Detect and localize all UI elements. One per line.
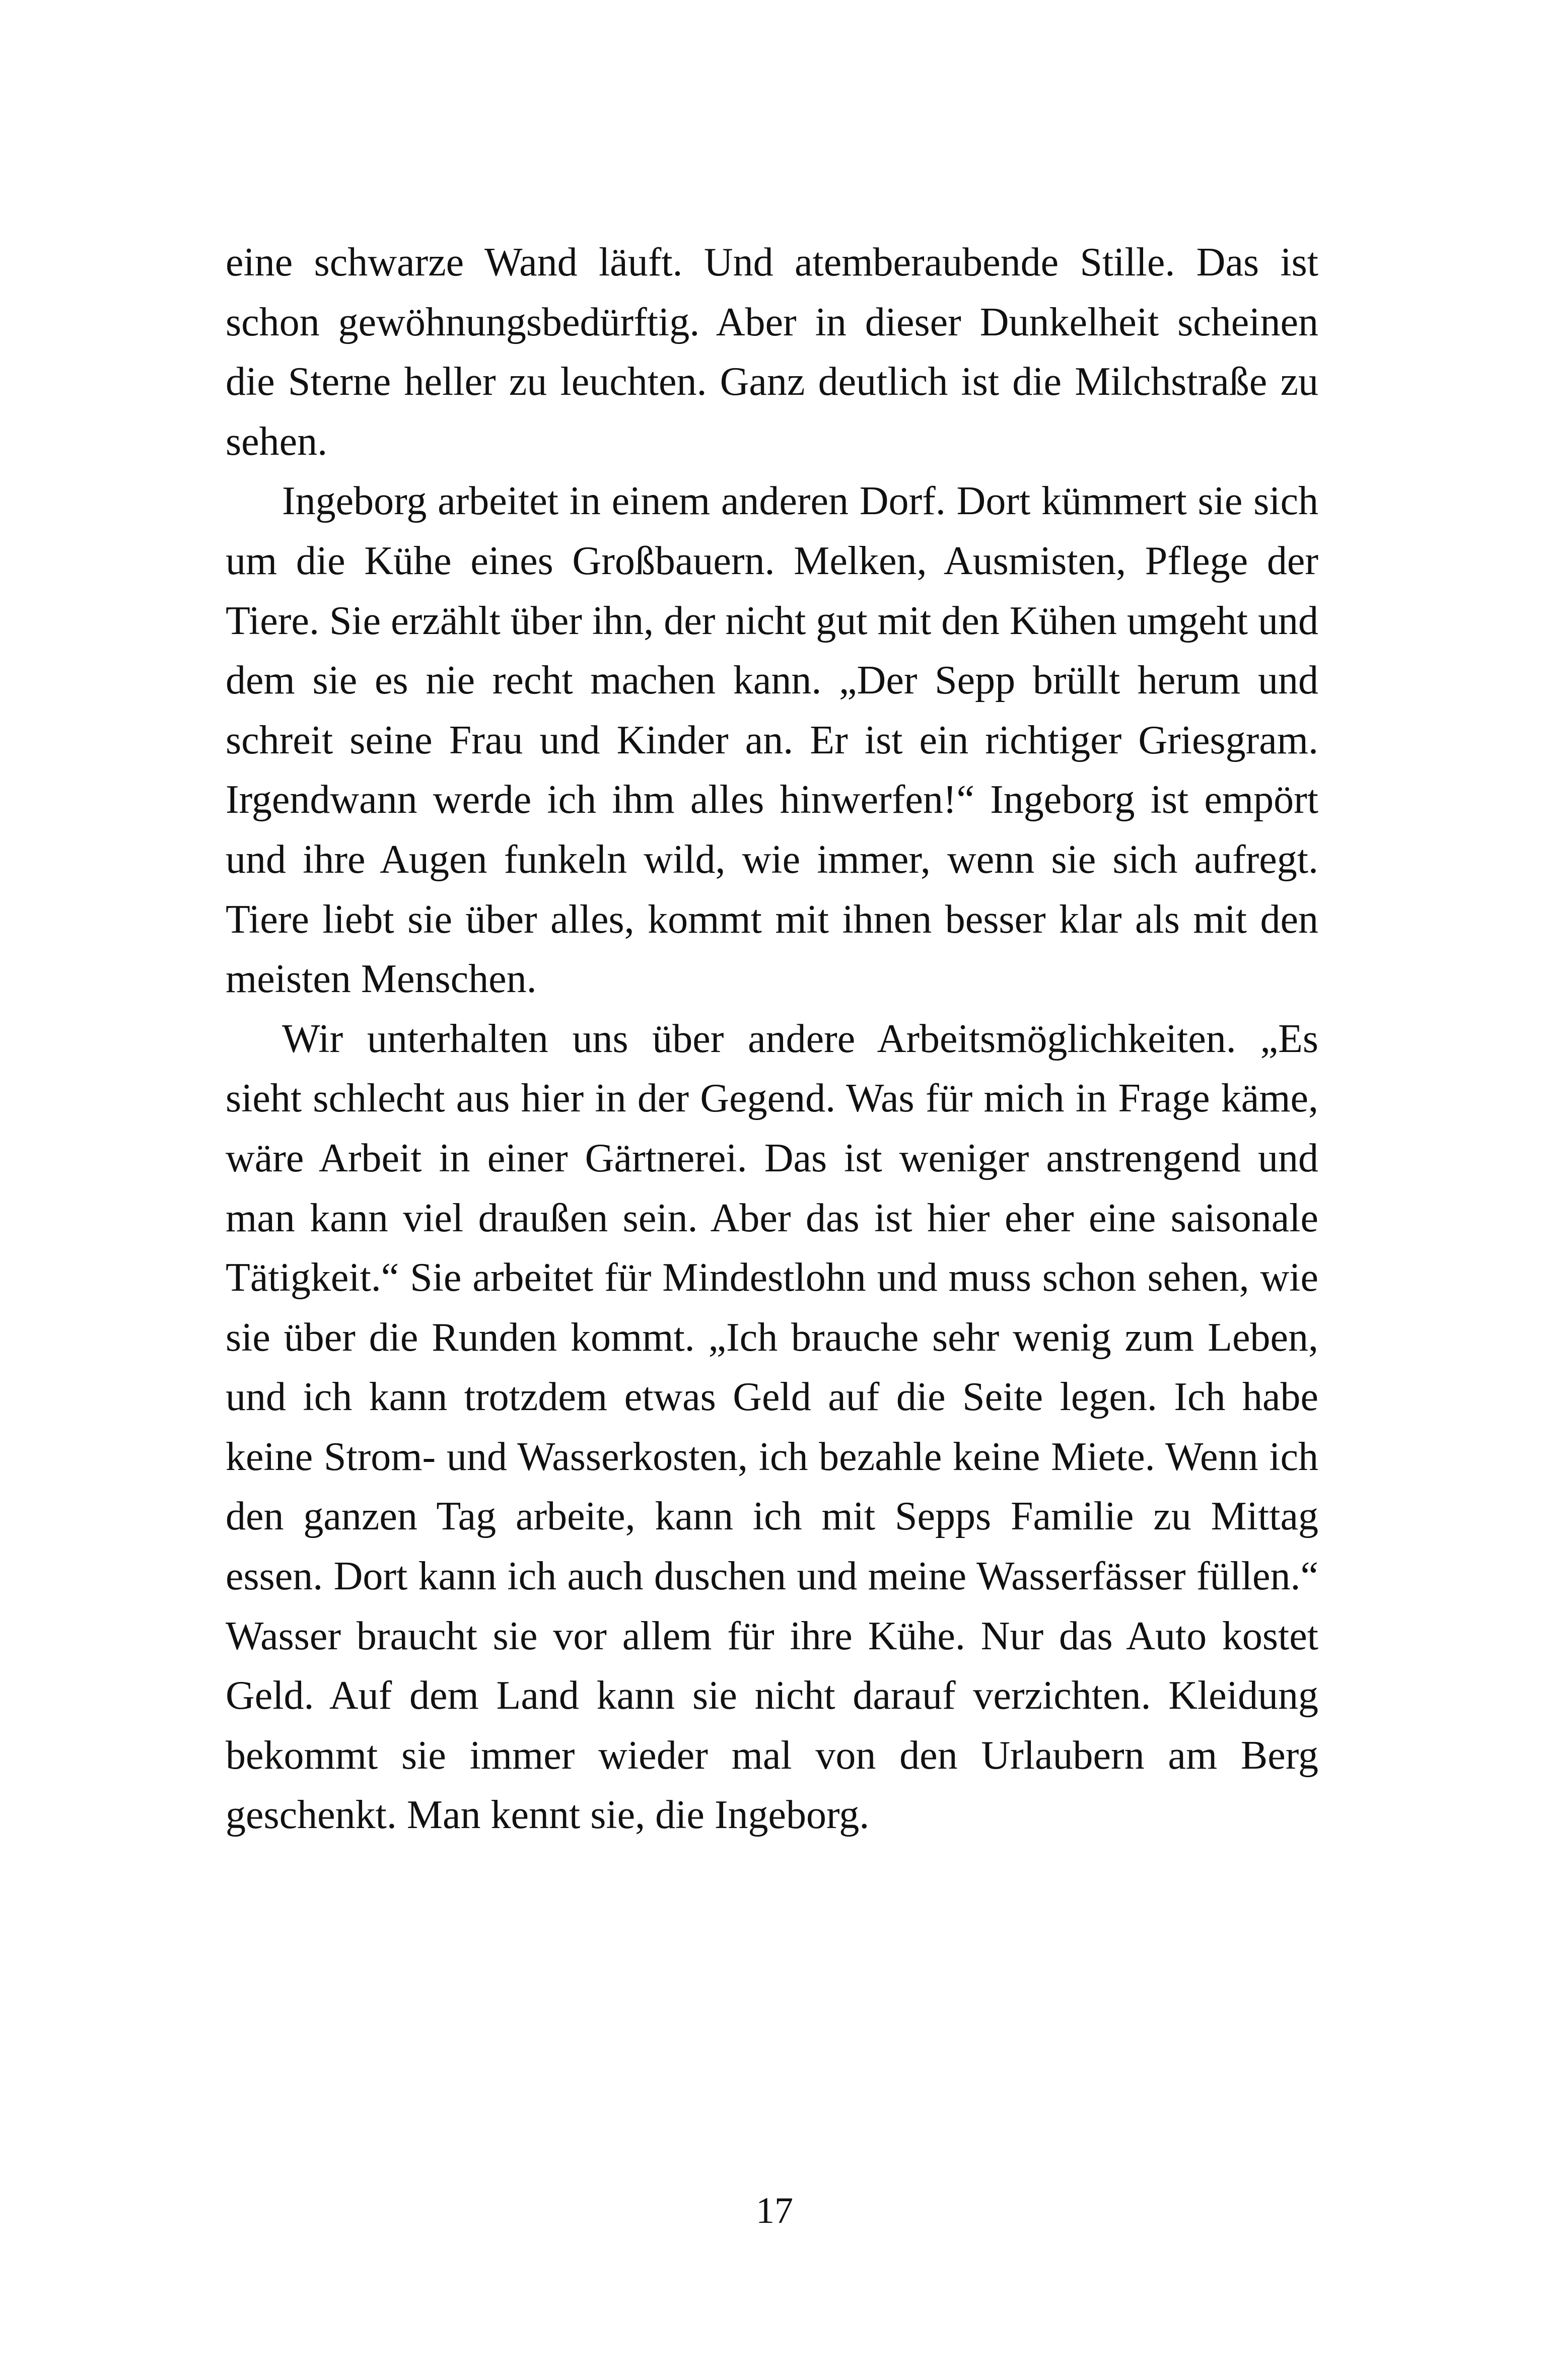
page-number: 17 xyxy=(756,2190,793,2231)
paragraph-job-options: Wir unterhalten uns über andere Arbeitsmöglichkeiten. „Es sieht schlecht aus hier in der Gegend. Was für mich in Frage käme, wäre Arbeit in einer Gärtnerei. Das ist weniger anstrengend und man kann viel draußen sein. Aber das ist hier eher eine saisonale Tätigkeit.“ Sie arbeitet für Mindestlohn und muss schon sehen, wie sie über die Runden kommt. „Ich brauche sehr wenig zum Leben, und ich kann trotzdem etwas Geld auf die Seite legen. Ich habe keine Strom- und Wasserkosten, ich bezahle keine Miete. Wenn ich den ganzen Tag arbeite, kann ich mit Sepps Familie zu Mittag essen. Dort kann ich auch duschen und meine Wasserfässer füllen.“ Wasser braucht sie vor allem für ihre Kühe. Nur das Auto kostet Geld. Auf dem Land kann sie nicht darauf verzichten. Kleidung bekommt sie immer wieder mal von den Urlaubern am Berg geschenkt. Man kennt sie, die Ingeborg. xyxy=(226,1016,1318,1838)
paragraph-ingeborg-work: Ingeborg arbeitet in einem anderen Dorf. Dort kümmert sie sich um die Kühe eines Großbauern. Melken, Ausmisten, Pflege der Tiere. Sie erzählt über ihn, der nicht gut mit den Kühen umgeht und dem sie es nie recht machen kann. „Der Sepp brüllt herum und schreit seine Frau und Kinder an. Er ist ein richtiger Griesgram. Irgendwann werde ich ihm alles hinwerfen!“ Ingeborg ist empört und ihre Augen funkeln wild, wie immer, wenn sie sich aufregt. Tiere liebt sie über alles, kommt mit ihnen besser klar als mit den meisten Menschen. xyxy=(226,479,1318,1002)
body-text xyxy=(226,233,1318,1845)
paragraph-continuation: eine schwarze Wand läuft. Und atemberaubende Stille. Das ist schon gewöhnungsbedürftig. Aber in dieser Dunkelheit scheinen die Sterne heller zu leuchten. Ganz deutlich ist die Milchstraße zu sehen. xyxy=(226,240,1318,464)
